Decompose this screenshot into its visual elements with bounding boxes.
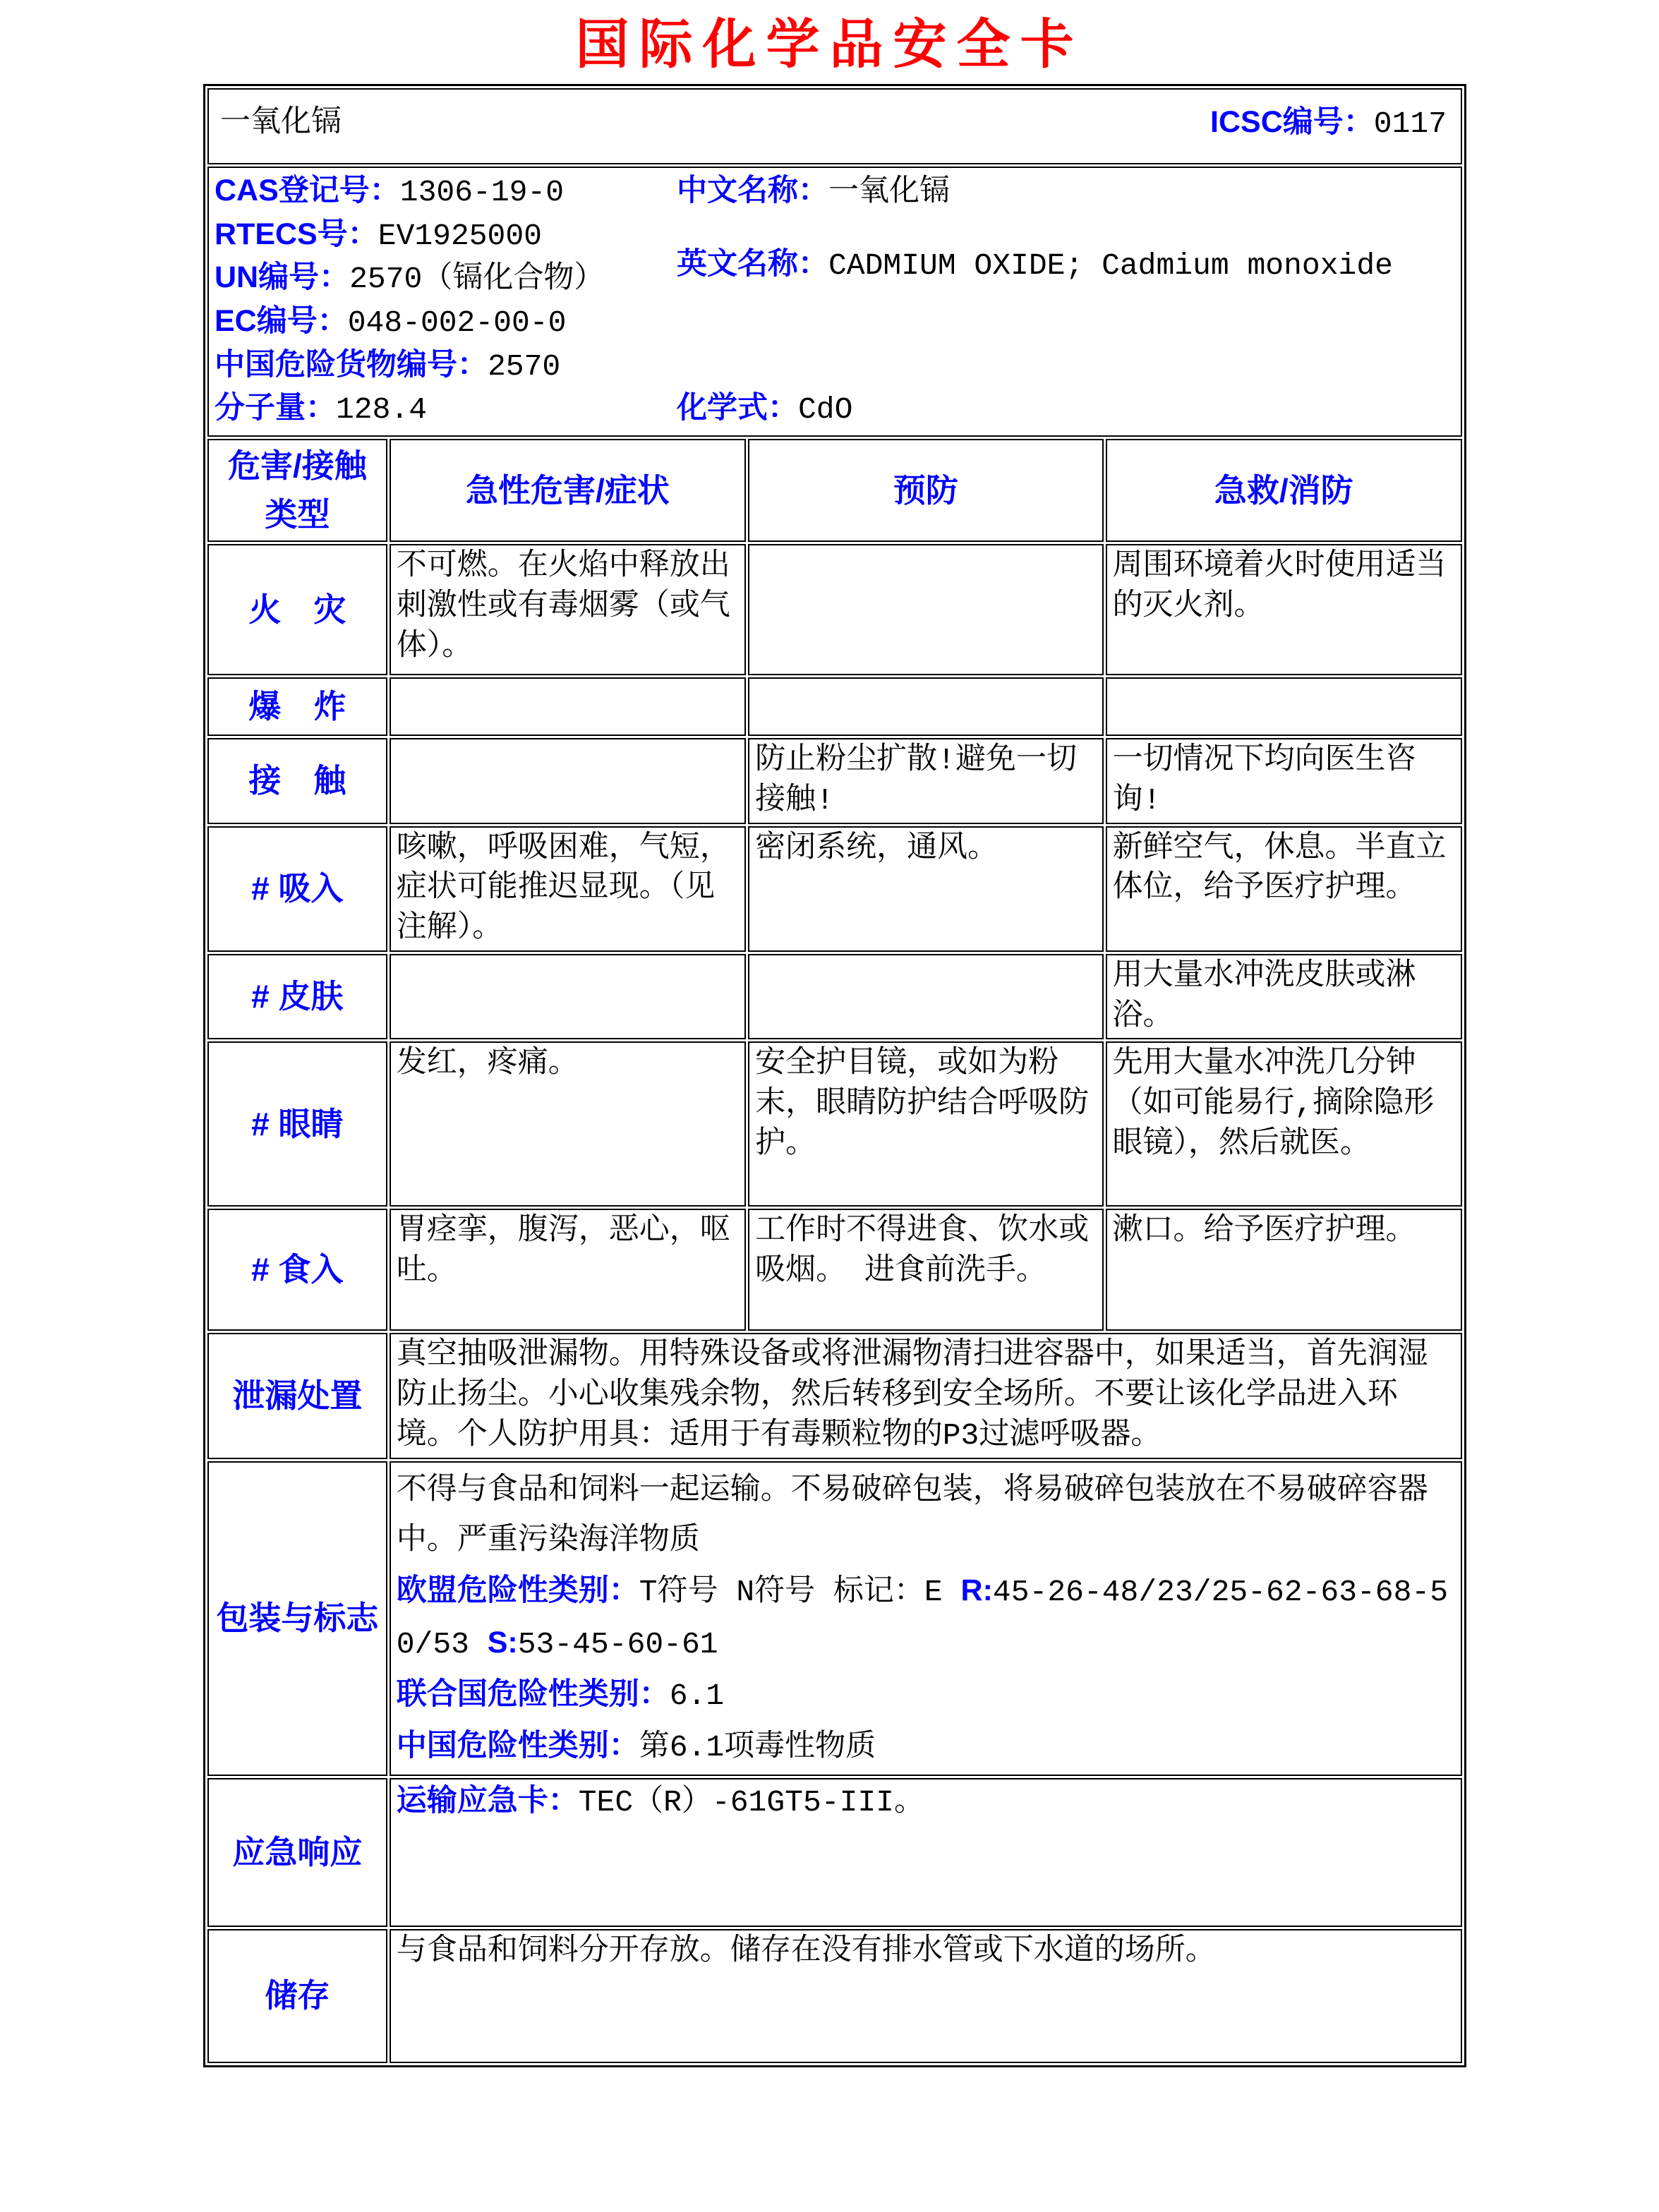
chemical-name: 一氧化镉 [220, 105, 342, 140]
packaging-transport-note: 不得与食品和饲料一起运输。不易破碎包装，将易破碎包装放在不易破碎容器中。严重污染海洋物质 [396, 1473, 1428, 1558]
emergency-label: 应急响应 [207, 1778, 387, 1927]
ingestion-firstaid: 漱口。给予医疗护理。 [1106, 1209, 1462, 1331]
spill-content: 真空抽吸泄漏物。用特殊设备或将泄漏物清扫进容器中，如果适当，首先润湿防止扬尘。小心收集残余物，然后转移到安全场所。不要让该化学品进入环境。个人防护用具：适用于有毒颗粒物的P3过滤呼吸器。 [390, 1333, 1462, 1458]
category-exposure: 接 触 [207, 738, 387, 824]
column-header-prevention: 预防 [748, 439, 1103, 542]
ingestion-symptoms: 胃痉挛，腹泻，恶心，呕吐。 [390, 1209, 746, 1331]
category-inhalation: # 吸入 [207, 826, 387, 952]
fire-firstaid: 周围环境着火时使用适当的灭火剂。 [1106, 544, 1462, 675]
china-hazard-class: 中国危险性类别：第6.1项毒性物质 [396, 1729, 876, 1765]
category-explosion: 爆 炸 [207, 677, 387, 736]
eyes-firstaid: 先用大量水冲洗几分钟（如可能易行,摘除隐形眼镜），然后就医。 [1106, 1041, 1462, 1207]
identifiers-right [677, 171, 1455, 430]
ingestion-prevention: 工作时不得进食、饮水或吸烟。 进食前洗手。 [748, 1209, 1103, 1331]
skin-firstaid: 用大量水冲洗皮肤或淋浴。 [1106, 954, 1462, 1040]
un-number: UN编号：2570（镉化合物） [215, 260, 605, 297]
emergency-content: 运输应急卡：TEC（R）-61GT5-III。 [390, 1778, 1462, 1927]
fire-prevention [748, 544, 1103, 675]
rtecs-number: RTECS号：EV1925000 [215, 217, 542, 253]
column-header-type: 危害/接触类型 [207, 439, 387, 542]
identifiers-cell [207, 167, 1462, 437]
explosion-prevention [748, 677, 1103, 736]
inhalation-firstaid: 新鲜空气，休息。半直立体位，给予医疗护理。 [1106, 826, 1462, 952]
category-ingestion: # 食入 [207, 1209, 387, 1331]
exposure-firstaid: 一切情况下均向医生咨询! [1106, 738, 1462, 824]
explosion-firstaid [1106, 677, 1462, 736]
fire-symptoms: 不可燃。在火焰中释放出刺激性或有毒烟雾（或气体）。 [390, 544, 746, 675]
skin-symptoms [390, 954, 746, 1040]
hazard-row-fire [207, 544, 1462, 675]
exposure-prevention: 防止粉尘扩散!避免一切接触! [748, 738, 1103, 824]
spill-label: 泄漏处置 [207, 1333, 387, 1458]
storage-content: 与食品和饲料分开存放。储存在没有排水管或下水道的场所。 [390, 1929, 1462, 2063]
chinese-name: 中文名称：一氧化镉 [677, 174, 950, 210]
un-hazard-class: 联合国危险性类别：6.1 [396, 1677, 725, 1713]
chemical-formula: 化学式：CdO [677, 391, 853, 428]
packaging-label: 包装与标志 [207, 1461, 387, 1776]
english-name: 英文名称：CADMIUM OXIDE; Cadmium monoxide [677, 246, 1393, 283]
spill-row [207, 1333, 1462, 1458]
icsc-value: 0117 [1373, 107, 1447, 142]
page-title: 国际化学品安全卡 [575, 13, 1084, 75]
inhalation-symptoms: 咳嗽，呼吸困难，气短，症状可能推迟显现。（见注解）。 [390, 826, 746, 952]
hazard-row-eyes [207, 1041, 1462, 1207]
hazard-row-explosion [207, 677, 1462, 736]
icsc-number [1210, 102, 1447, 145]
column-header-symptoms: 急性危害/症状 [390, 439, 746, 542]
category-eyes: # 眼睛 [207, 1041, 387, 1207]
hazard-row-exposure [207, 738, 1462, 824]
eyes-prevention: 安全护目镜，或如为粉末，眼睛防护结合呼吸防护。 [748, 1041, 1103, 1207]
molecular-weight: 分子量：128.4 [215, 391, 428, 428]
eu-hazard-class: 欧盟危险性类别：T符号 N符号 标记：E R:45-26-48/23/25-62-63-68-50/53 S:53-45-60-61 [396, 1573, 1449, 1662]
hazard-header-row [207, 439, 1462, 542]
emergency-row [207, 1778, 1462, 1927]
hazard-row-ingestion [207, 1209, 1462, 1331]
name-cell [207, 88, 1462, 164]
category-skin: # 皮肤 [207, 954, 387, 1040]
packaging-row [207, 1461, 1462, 1776]
category-fire: 火 灾 [207, 544, 387, 675]
explosion-symptoms [390, 677, 746, 736]
safety-card-table [203, 84, 1466, 2067]
identifiers-left [215, 171, 677, 430]
icsc-label: ICSC编号： [1210, 105, 1374, 140]
column-header-firstaid: 急救/消防 [1106, 439, 1462, 542]
cas-number: CAS登记号：1306-19-0 [215, 174, 565, 210]
skin-prevention [748, 954, 1103, 1040]
eyes-symptoms: 发红，疼痛。 [390, 1041, 746, 1207]
exposure-symptoms [390, 738, 746, 824]
china-dg-number: 中国危险货物编号：2570 [215, 347, 561, 384]
hazard-row-inhalation [207, 826, 1462, 952]
packaging-content [390, 1461, 1462, 1776]
storage-row [207, 1929, 1462, 2063]
storage-label: 储存 [207, 1929, 387, 2063]
identifiers-row [207, 167, 1462, 437]
inhalation-prevention: 密闭系统，通风。 [748, 826, 1103, 952]
name-row [207, 88, 1462, 164]
hazard-row-skin [207, 954, 1462, 1040]
ec-number: EC编号：048-002-00-0 [215, 303, 567, 340]
